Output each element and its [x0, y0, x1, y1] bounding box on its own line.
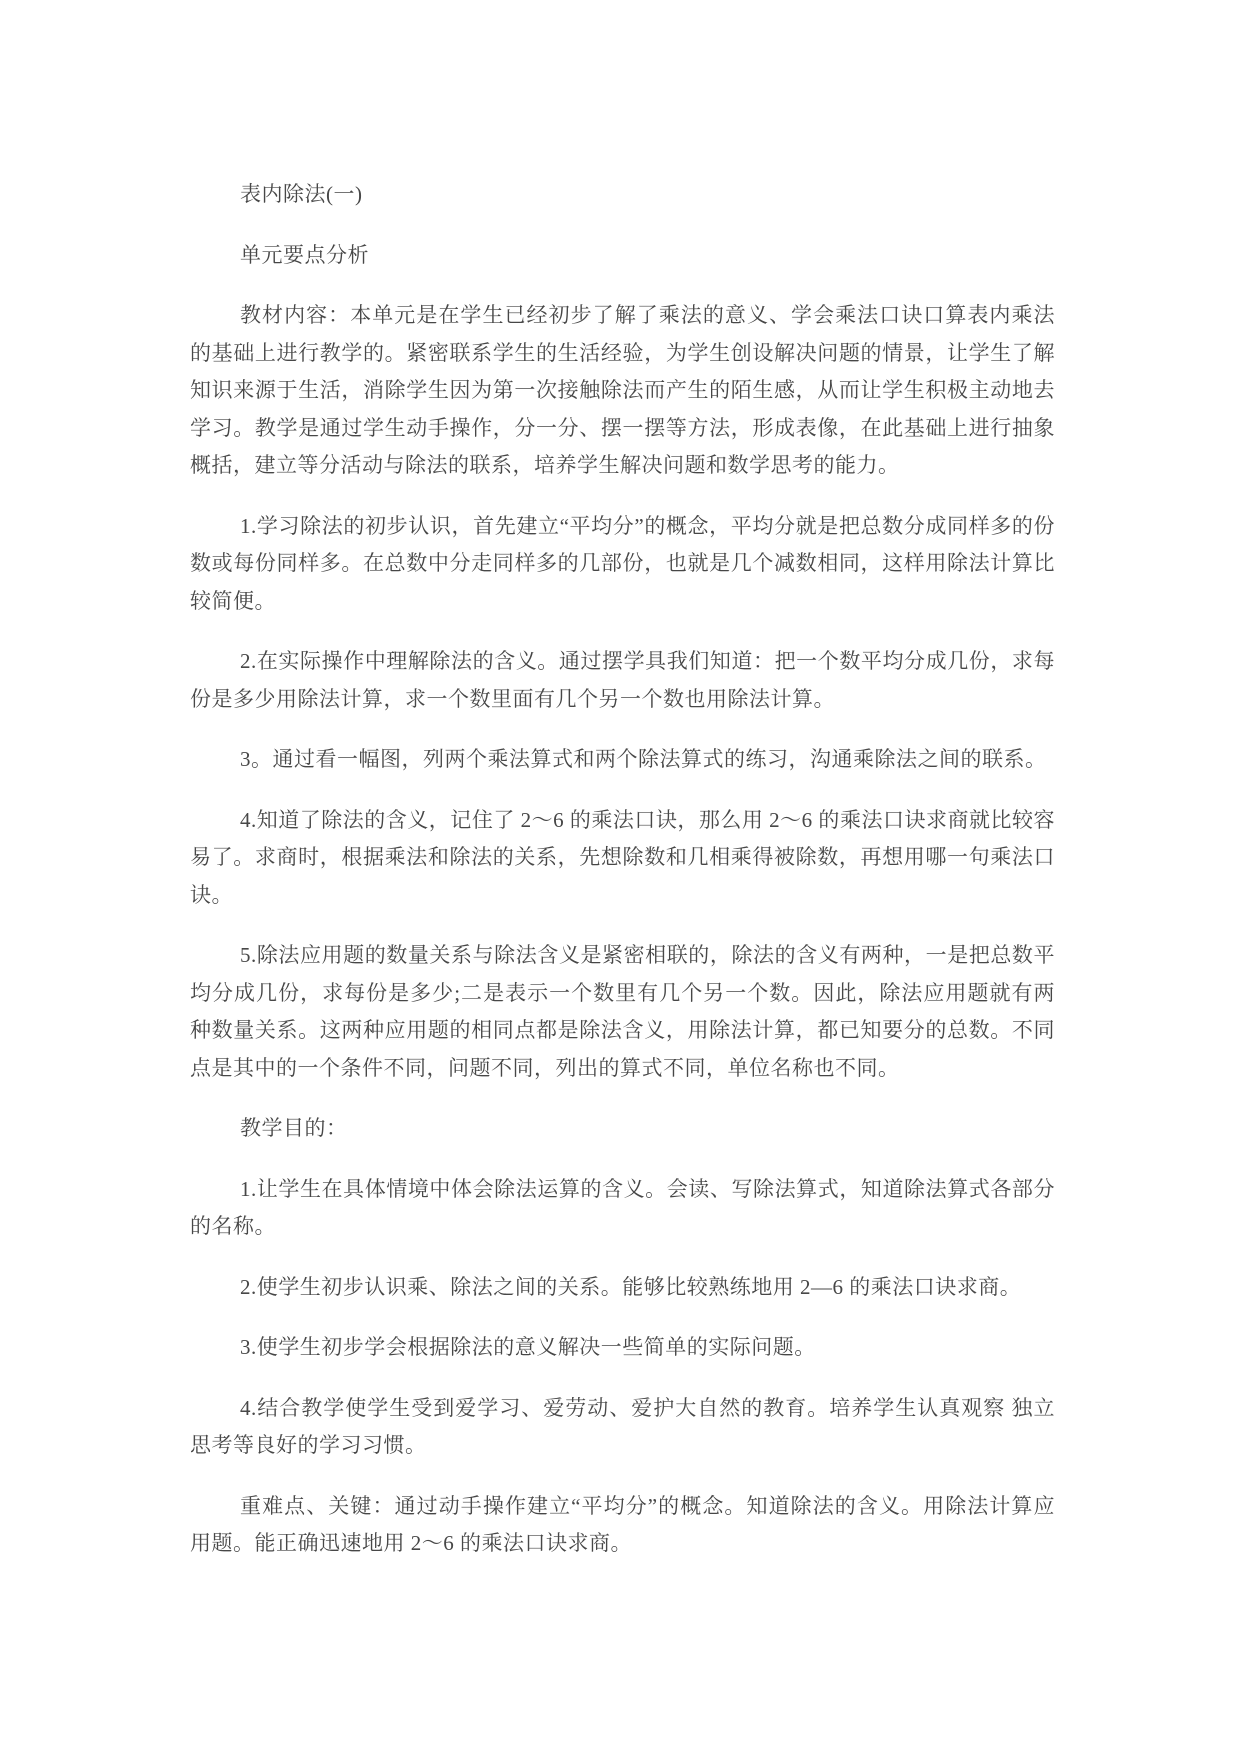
- paragraph-goal-2: 2.使学生初步认识乘、除法之间的关系。能够比较熟练地用 2—6 的乘法口诀求商。: [240, 1274, 1022, 1299]
- sub-heading-teaching-goals: 教学目的：: [240, 1116, 348, 1140]
- paragraph-point-4: 4.知道了除法的含义，记住了 2～6 的乘法口诀，那么用 2～6 的乘法口诀求商就比较容易了。求商时，根据乘法和除法的关系，先想除数和几相乘得被除数，再想用哪一句乘法口诀。: [190, 807, 1055, 907]
- paragraph-point-2: 2.在实际操作中理解除法的含义。通过摆学具我们知道：把一个数平均分成几份，求每份是多少用除法计算，求一个数里面有几个另一个数也用除法计算。: [190, 649, 1055, 711]
- paragraph-textbook-content: 教材内容：本单元是在学生已经初步了解了乘法的意义、学会乘法口诀口算表内乘法的基础上进行教学的。紧密联系学生的生活经验，为学生创设解决问题的情景，让学生了解知识来源于生活，消除学生因为第一次接触除法而产生的陌生感，从而让学生积极主动地去学习。教学是通过学生动手操作，分一分、摆一摆等方法，形成表像，在此基础上进行抽象概括，建立等分活动与除法的联系，培养学生解决问题和数学思考的能力。: [190, 303, 1055, 477]
- paragraph-goal-3: 3.使学生初步学会根据除法的意义解决一些简单的实际问题。: [240, 1335, 816, 1359]
- paragraph-goal-4: 4.结合教学使学生受到爱学习、爱劳动、爱护大自然的教育。培养学生认真观察 独立思考等良好的学习习惯。: [190, 1395, 1055, 1457]
- paragraph-point-1: 1.学习除法的初步认识，首先建立“平均分”的概念，平均分就是把总数分成同样多的份数或每份同样多。在总数中分走同样多的几部份，也就是几个减数相同，这样用除法计算比较简便。: [190, 513, 1055, 613]
- paragraph-point-3: 3。通过看一幅图，列两个乘法算式和两个除法算式的练习，沟通乘除法之间的联系。: [240, 747, 1047, 771]
- document-title: 表内除法(一): [240, 182, 363, 206]
- paragraph-point-5: 5.除法应用题的数量关系与除法含义是紧密相联的，除法的含义有两种，一是把总数平均分成几份，求每份是多少;二是表示一个数里有几个另一个数。因此，除法应用题就有两种数量关系。这两种应用题的相同点都是除法含义，用除法计算，都已知要分的总数。不同点是其中的一个条件不同，问题不同，列出的算式不同，单位名称也不同。: [190, 943, 1055, 1080]
- section-heading: 单元要点分析: [240, 242, 369, 267]
- paragraph-goal-1: 1.让学生在具体情境中体会除法运算的含义。会读、写除法算式，知道除法算式各部分的名称。: [190, 1176, 1055, 1238]
- paragraph-key-points: 重难点、关键：通过动手操作建立“平均分”的概念。知道除法的含义。用除法计算应用题。能正确迅速地用 2～6 的乘法口诀求商。: [190, 1493, 1055, 1555]
